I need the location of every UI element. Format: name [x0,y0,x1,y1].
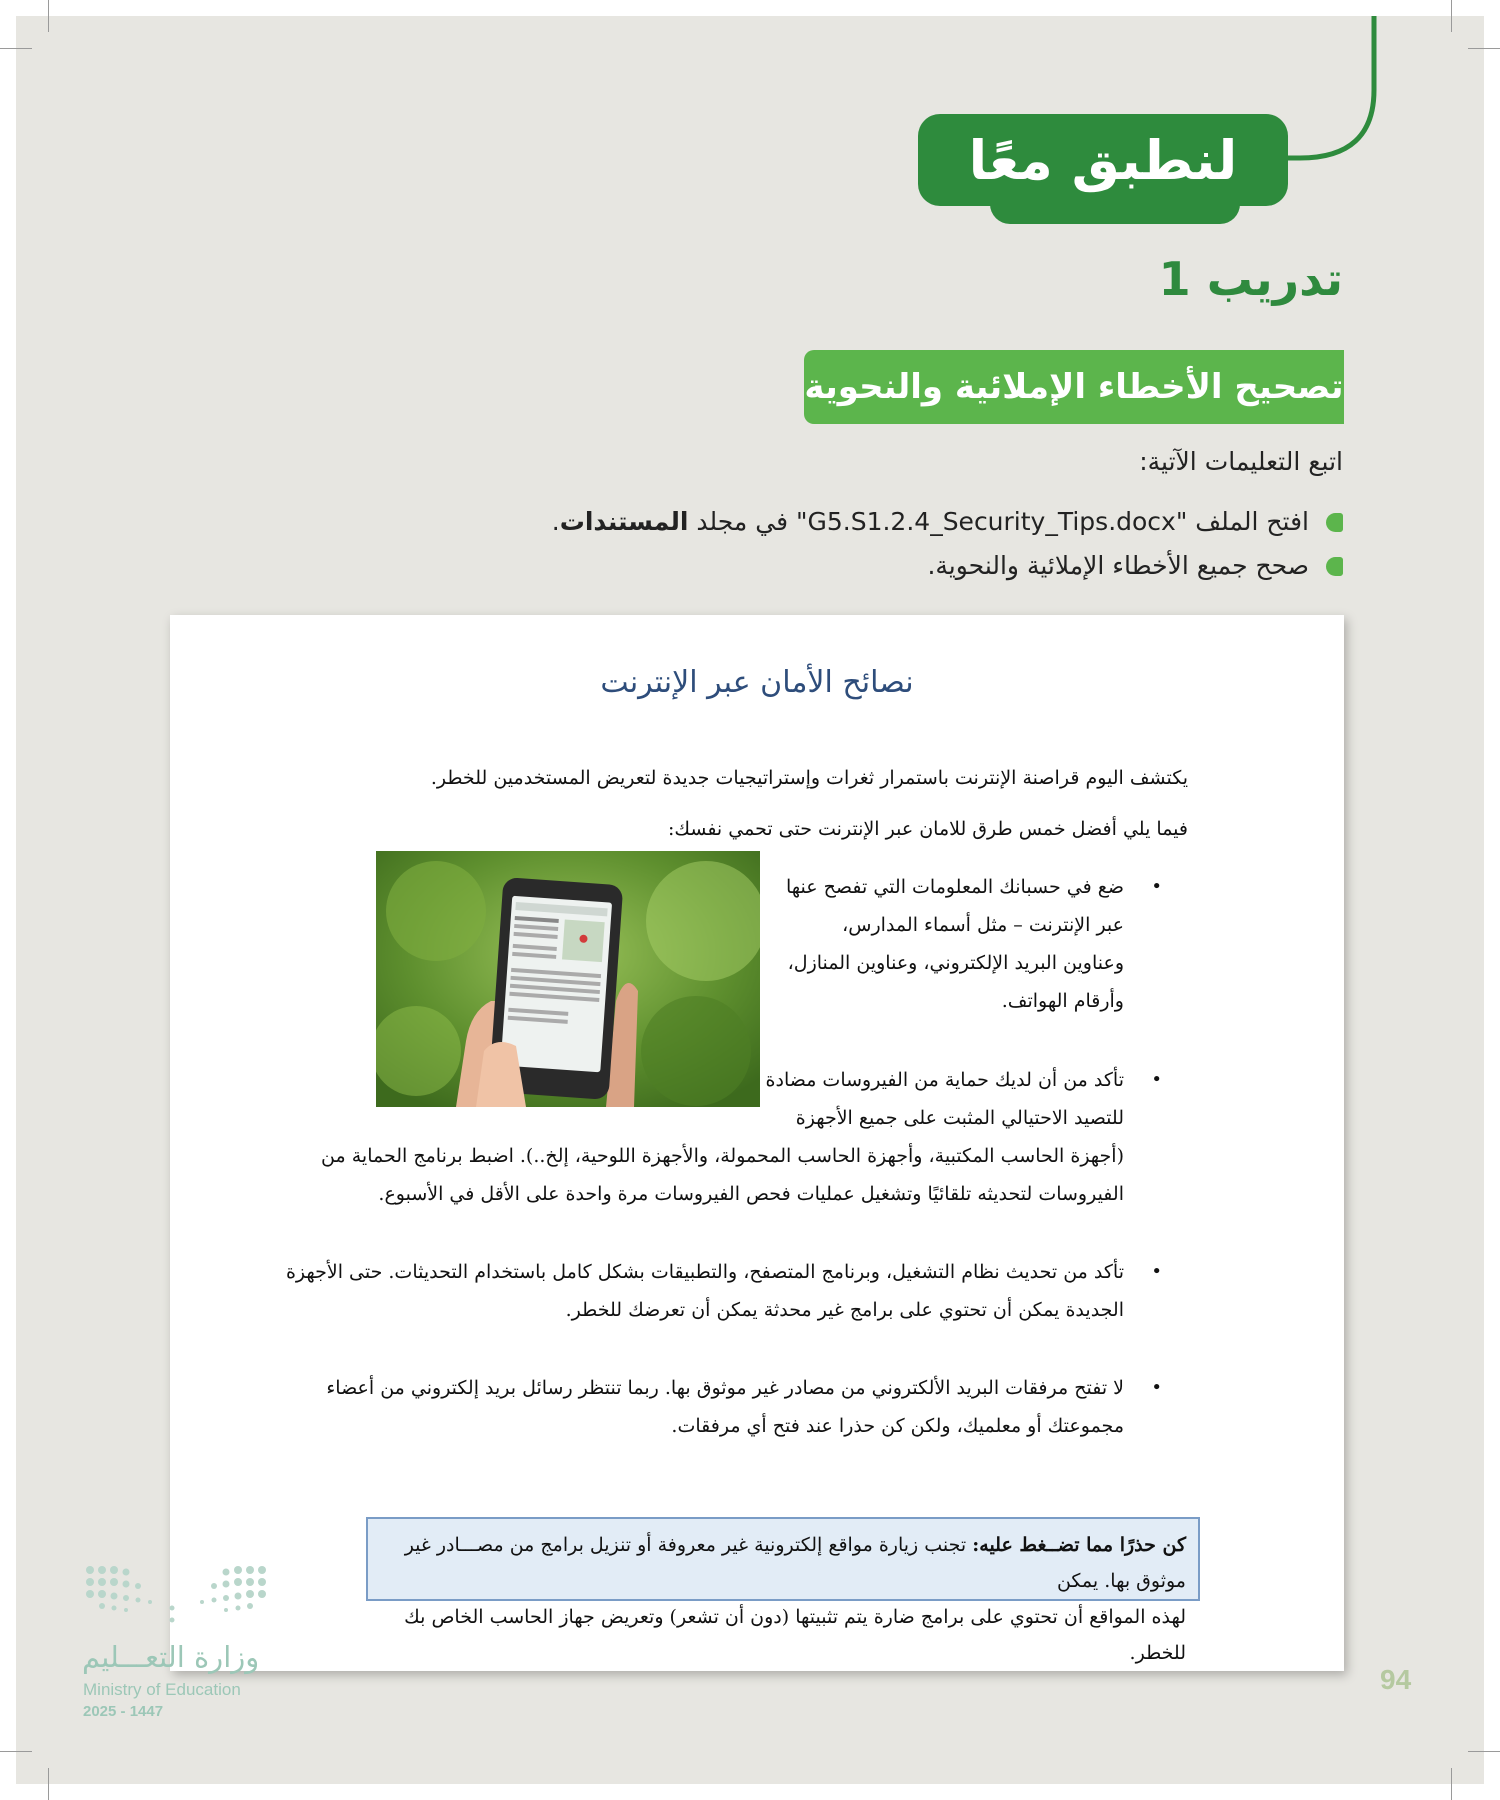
page-number: 94 [1380,1664,1412,1695]
crop-mark [0,1751,32,1752]
bullet-line: لا تفتح مرفقات البريد الألكتروني من مصادر غير موثوق بها. ربما تنتظر رسائل بريد إلكتروني من أعضاء [326,1377,1124,1399]
bullet-icon [1326,513,1343,532]
bullet-line: وأرقام الهواتف. [1001,990,1124,1012]
instructions-intro: اتبع التعليمات الآتية: [1139,447,1343,476]
bullet-dot: • [1151,1261,1162,1282]
instruction-punct: . [551,507,560,536]
crop-mark [48,1768,49,1800]
bullet-line: وعناوين البريد الإلكتروني، وعناوين المنازل، [787,952,1124,974]
notice-line: لهذه المواقع أن تحتوي على برامج ضارة يتم تثبيتها (دون أن تشعر) وتعريض جهاز الحاسب الخاص بك للخطر. [404,1606,1186,1664]
practice-banner [918,114,1288,206]
folder-name: المستندات [559,507,689,536]
notice-text: تجنب زيارة مواقع إلكترونية غير معروفة أو تنزيل برامج من مصـــادر غير موثوق بها. يمكن [404,1534,1186,1592]
exercise-title: تدريب 1 [1158,252,1343,306]
bullet-line: تأكد من أن لديك حماية من الفيروسات مضادة [765,1069,1124,1091]
document-paragraph: فيما يلي أفضل خمس طرق للامان عبر الإنترنت حتى تحمي نفسك: [667,818,1188,840]
ministry-year: 2025 - 1447 [83,1703,164,1720]
ministry-name-arabic: وزارة التعـــليم [82,1640,260,1674]
bullet-dot: • [1151,876,1162,897]
banner-text: لنطبق معًا [968,128,1238,192]
bullet-line: تأكد من تحديث نظام التشغيل، وبرنامج المتصفح، والتطبيقات بشكل كامل باستخدام التحديثات. حتى الأجهزة [285,1261,1124,1283]
section-header [804,350,1344,424]
bullet-line: مجموعتك أو معلميك، ولكن كن حذرا عند فتح أي مرفقات. [671,1415,1124,1437]
bullet-icon [1326,557,1343,576]
bullet-line: عبر الإنترنت – مثل أسماء المدارس، [842,914,1124,936]
crop-mark [1468,1751,1500,1752]
instruction-item [443,500,1343,544]
notice-heading: كن حذرًا مما تضــغط عليه: [972,1534,1186,1556]
document-bullet [285,1253,1162,1329]
instruction-item [443,544,1343,588]
warning-notice [366,1517,1200,1664]
document-preview [170,615,1344,1671]
bullet-line: ضع في حسبانك المعلومات التي تفصح عنها [786,876,1124,898]
notice-line [380,1527,1186,1599]
bullet-dot: • [1151,1377,1162,1398]
document-bullet [786,868,1162,1020]
bullet-dot: • [1151,1069,1162,1090]
instructions-list [443,500,1343,588]
instruction-text: صحح جميع الأخطاء الإملائية والنحوية. [927,551,1309,580]
instruction-text: افتح الملف "G5.S1.2.4_Security_Tips.docx" في مجلد [688,507,1309,536]
document-title: نصائح الأمان عبر الإنترنت [600,665,914,700]
bullet-line: للتصيد الاحتيالي المثبت على جميع الأجهزة [795,1107,1124,1129]
section-title: تصحيح الأخطاء الإملائية والنحوية [804,367,1344,407]
bullet-line: الجديدة يمكن أن تحتوي على برامج غير محدثة يمكن أن تعرضك للخطر. [565,1299,1124,1321]
bullet-line: (أجهزة الحاسب المكتبية، وأجهزة الحاسب المحمولة، والأجهزة اللوحية، إلخ..). اضبط برنامج الحماية من [321,1145,1124,1167]
document-bullet [326,1369,1162,1445]
document-bullet [321,1061,1162,1213]
crop-mark [1451,1768,1452,1800]
bullet-line: الفيروسات لتحديثه تلقائيًا وتشغيل عمليات فحص الفيروسات مرة واحدة على الأقل في الأسبوع. [378,1183,1124,1205]
ministry-name-english: Ministry of Education [83,1680,241,1699]
document-paragraph: يكتشف اليوم قراصنة الإنترنت باستمرار ثغرات وإستراتيجيات جديدة لتعريض المستخدمين للخطر. [430,767,1188,789]
